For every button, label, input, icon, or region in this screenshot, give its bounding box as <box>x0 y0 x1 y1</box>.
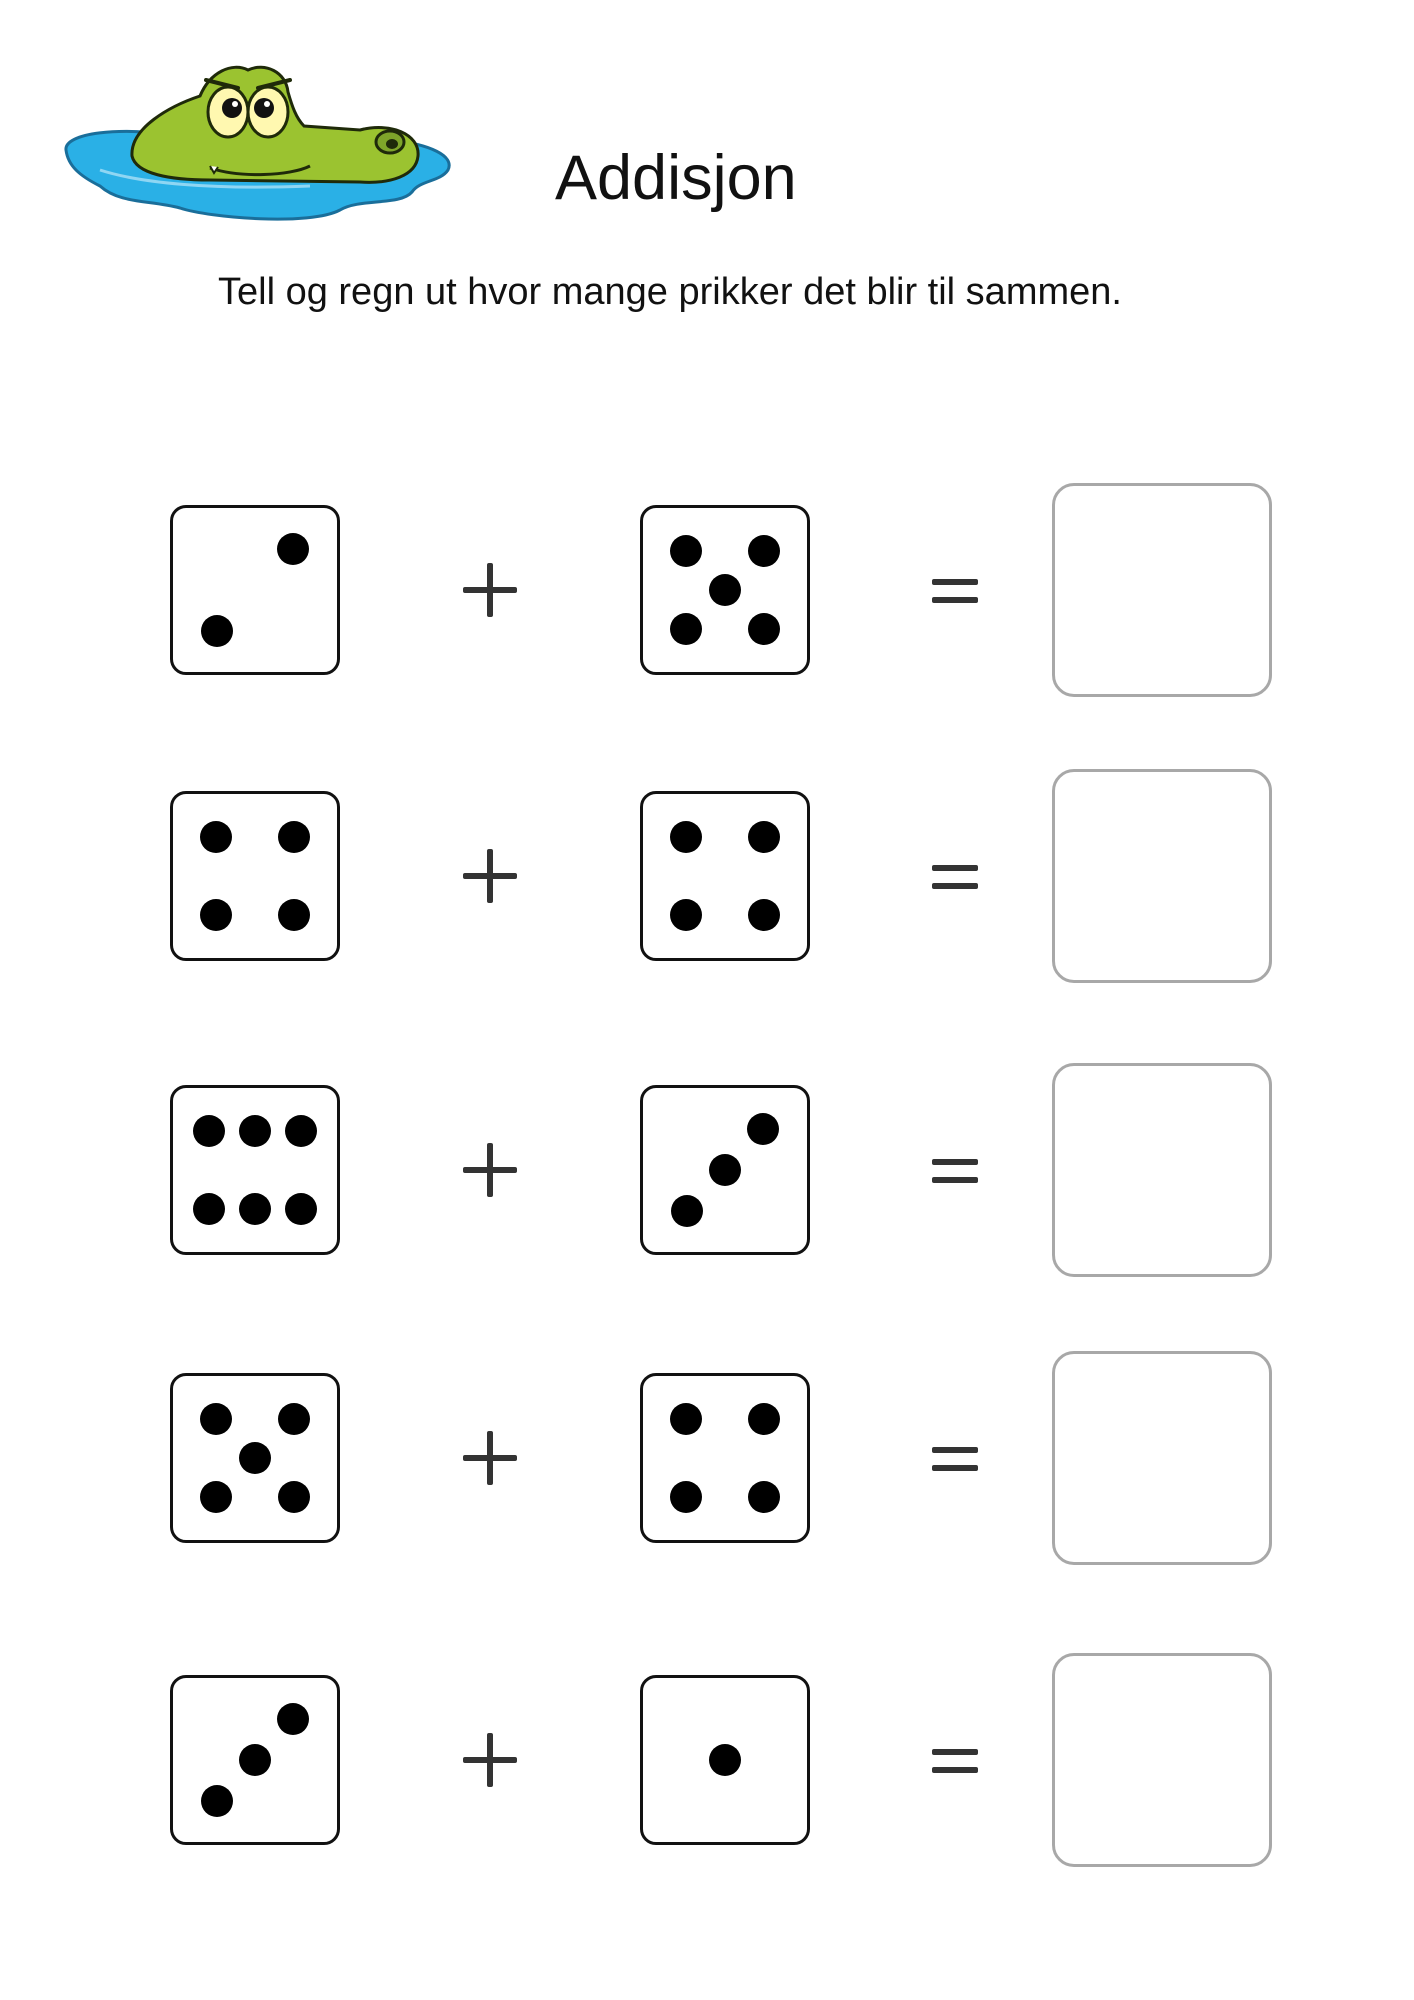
right-die <box>640 1373 810 1543</box>
right-die <box>640 1675 810 1845</box>
answer-box[interactable] <box>1052 1653 1272 1867</box>
right-die <box>640 791 810 961</box>
die-pip <box>277 1703 309 1735</box>
plus-sign <box>460 1140 520 1200</box>
die-pip <box>670 535 702 567</box>
die-pip <box>200 821 232 853</box>
equals-sign <box>928 846 988 906</box>
die-pip <box>671 1195 703 1227</box>
die-pip <box>193 1115 225 1147</box>
crocodile-illustration <box>60 58 460 238</box>
right-die <box>640 505 810 675</box>
die-pip <box>200 1403 232 1435</box>
die-pip <box>670 1403 702 1435</box>
die-pip <box>201 615 233 647</box>
equals-sign <box>928 1428 988 1488</box>
die-pip <box>748 899 780 931</box>
die-pip <box>670 899 702 931</box>
die-pip <box>709 1154 741 1186</box>
die-pip <box>277 533 309 565</box>
left-die <box>170 1675 340 1845</box>
die-pip <box>201 1785 233 1817</box>
left-die <box>170 791 340 961</box>
answer-box[interactable] <box>1052 1351 1272 1565</box>
die-pip <box>239 1193 271 1225</box>
die-pip <box>670 1481 702 1513</box>
plus-sign <box>460 1730 520 1790</box>
equals-sign <box>928 560 988 620</box>
plus-sign <box>460 560 520 620</box>
die-pip <box>285 1193 317 1225</box>
die-pip <box>200 899 232 931</box>
die-pip <box>239 1744 271 1776</box>
die-pip <box>278 1403 310 1435</box>
right-die <box>640 1085 810 1255</box>
equals-sign <box>928 1730 988 1790</box>
die-pip <box>748 613 780 645</box>
die-pip <box>200 1481 232 1513</box>
die-pip <box>748 1481 780 1513</box>
die-pip <box>709 1744 741 1776</box>
plus-sign <box>460 846 520 906</box>
answer-box[interactable] <box>1052 1063 1272 1277</box>
left-die <box>170 1085 340 1255</box>
die-pip <box>748 821 780 853</box>
die-pip <box>239 1442 271 1474</box>
die-pip <box>278 1481 310 1513</box>
die-pip <box>748 1403 780 1435</box>
die-pip <box>193 1193 225 1225</box>
instruction-text: Tell og regn ut hvor mange prikker det blir til sammen. <box>218 271 1122 313</box>
die-pip <box>278 821 310 853</box>
equals-sign <box>928 1140 988 1200</box>
die-pip <box>278 899 310 931</box>
plus-sign <box>460 1428 520 1488</box>
die-pip <box>670 613 702 645</box>
answer-box[interactable] <box>1052 483 1272 697</box>
die-pip <box>670 821 702 853</box>
die-pip <box>709 574 741 606</box>
die-pip <box>285 1115 317 1147</box>
left-die <box>170 1373 340 1543</box>
die-pip <box>748 535 780 567</box>
left-die <box>170 505 340 675</box>
die-pip <box>747 1113 779 1145</box>
page-title: Addisjon <box>555 143 797 213</box>
answer-box[interactable] <box>1052 769 1272 983</box>
die-pip <box>239 1115 271 1147</box>
